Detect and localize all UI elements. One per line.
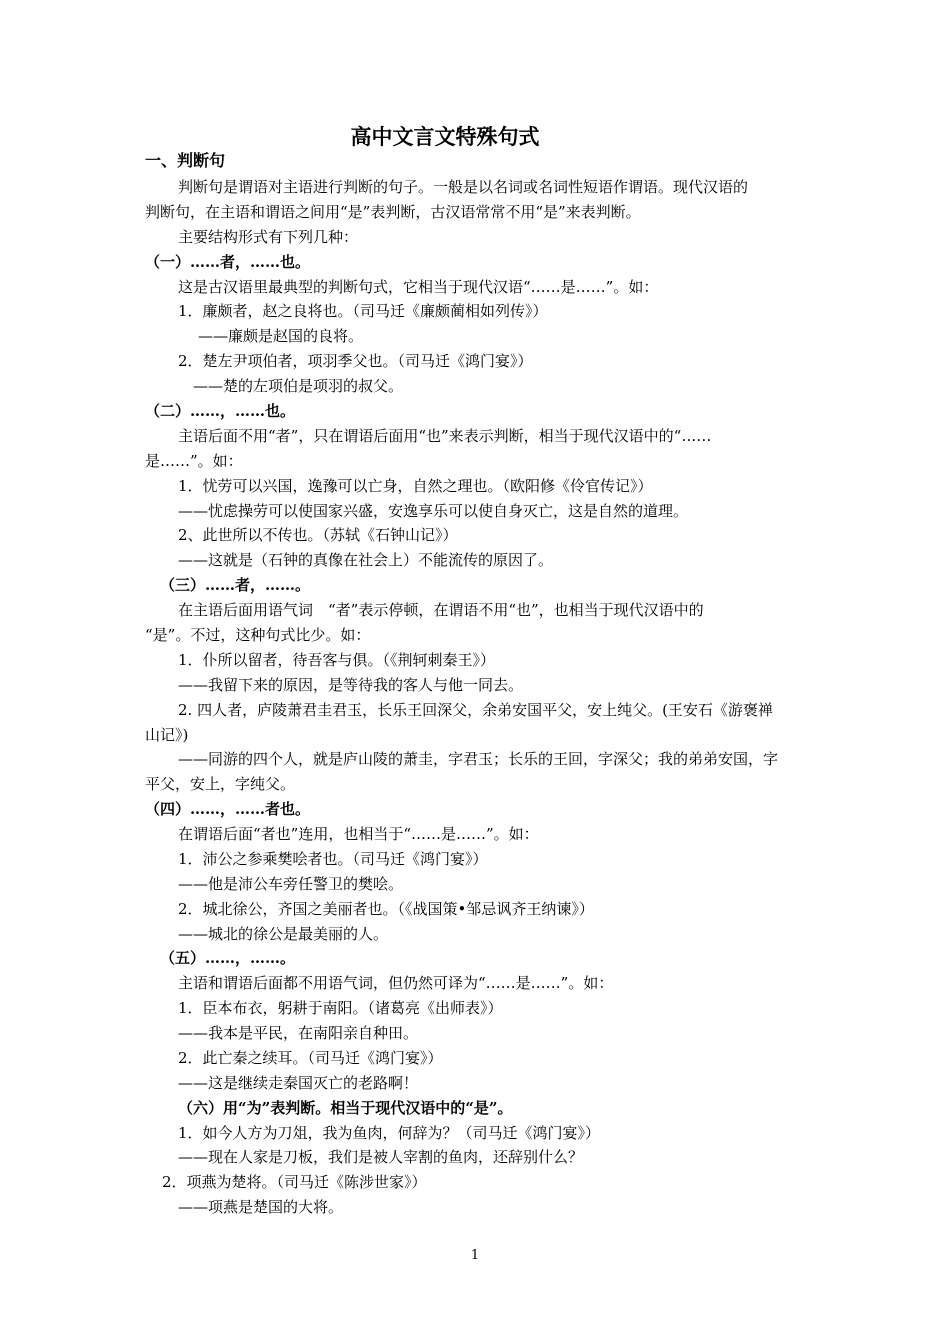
translation-line: ——廉颇是赵国的良将。 — [198, 327, 364, 345]
translation-line: ——项燕是楚国的大将。 — [178, 1198, 344, 1216]
example-line: 2．城北徐公，齐国之美丽者也。（《战国策•邹忌讽齐王纳谏》） — [178, 900, 594, 918]
example-line: 1．臣本布衣，躬耕于南阳。（诸葛亮《出师表》） — [178, 999, 503, 1017]
subsection-heading: （三）……者，……。 — [160, 576, 311, 594]
example-line: 1．仆所以留者，待吾客与俱。（《荆轲刺秦王》） — [178, 651, 496, 669]
translation-line: ——他是沛公车旁任警卫的樊哙。 — [178, 875, 404, 893]
translation-line: 平父，安上，字纯父。 — [145, 775, 296, 793]
translation-line: ——这是继续走秦国灭亡的老路啊！ — [178, 1074, 419, 1092]
subsection-heading: （六）用“为”表判断。相当于现代汉语中的“是”。 — [178, 1099, 513, 1117]
example-line: 1．沛公之参乘樊哙者也。（司马迁《鸿门宴》） — [178, 850, 488, 868]
page-title: 高中文言文特殊句式 — [350, 124, 540, 149]
translation-line: ——忧虑操劳可以使国家兴盛，安逸享乐可以使自身灭亡，这是自然的道理。 — [178, 502, 689, 520]
example-line: 1．忧劳可以兴国，逸豫可以亡身，自然之理也。（欧阳修《伶官传记》） — [178, 477, 653, 495]
example-line: 山记》) — [145, 726, 189, 744]
paragraph-line: 主语和谓语后面都不用语气词，但仍然可译为“……是……”。如： — [178, 974, 614, 992]
page-number: 1 — [470, 1248, 480, 1263]
example-line: 2．此亡秦之续耳。（司马迁《鸿门宴》） — [178, 1049, 443, 1067]
example-line: 2．楚左尹项伯者，项羽季父也。（司马迁《鸿门宴》） — [178, 352, 533, 370]
example-line: 1．廉颇者，赵之良将也。（司马迁《廉颇蔺相如列传》） — [178, 302, 548, 320]
paragraph-line: 主语后面不用“者”，只在谓语后面用“也”来表示判断，相当于现代汉语中的“…… — [178, 427, 712, 445]
subsection-heading: （一）……者，……也。 — [145, 253, 311, 271]
translation-line: ——楚的左项伯是项羽的叔父。 — [193, 377, 404, 395]
example-line: 2．项燕为楚将。（司马迁《陈涉世家》） — [162, 1173, 427, 1191]
paragraph-line: 这是古汉语里最典型的判断句式，它相当于现代汉语“……是……”。如： — [178, 278, 659, 296]
translation-line: ——我留下来的原因，是等待我的客人与他一同去。 — [178, 676, 524, 694]
paragraph-line: 在主语后面用语气词 “者”表示停顿，在谓语不用“也”，也相当于现代汉语中的 — [178, 601, 704, 619]
subsection-heading: （二）……，……也。 — [145, 402, 296, 420]
paragraph-line: 是……”。如： — [145, 452, 243, 470]
translation-line: ——同游的四个人，就是庐山陵的萧圭，字君玉；长乐的王回，字深父；我的弟弟安国，字 — [178, 750, 779, 768]
subsection-heading: （五）……，……。 — [160, 949, 296, 967]
paragraph-line: 判断句，在主语和谓语之间用“是”表判断，古汉语常常不用“是”来表判断。 — [145, 203, 641, 221]
translation-line: ——我本是平民，在南阳亲自种田。 — [178, 1024, 419, 1042]
section-heading: 一、判断句 — [145, 151, 226, 170]
paragraph-line: 主要结构形式有下列几种： — [178, 228, 359, 246]
paragraph-line: 判断句是谓语对主语进行判断的句子。一般是以名词或名词性短语作谓语。现代汉语的 — [178, 178, 749, 196]
example-line: 2、此世所以不传也。（苏轼《石钟山记》） — [178, 526, 458, 544]
subsection-heading: （四）……，……者也。 — [145, 800, 311, 818]
translation-line: ——这就是（石钟的真像在社会上）不能流传的原因了。 — [178, 551, 554, 569]
paragraph-line: “是”。不过，这种句式比少。如： — [145, 626, 371, 644]
example-line: 2. 四人者，庐陵萧君圭君玉，长乐王回深父，余弟安国平父，安上纯父。(王安石《游褒禅 — [178, 701, 773, 719]
example-line: 1．如今人方为刀俎，我为鱼肉，何辞为？（司马迁《鸿门宴》） — [178, 1124, 601, 1142]
translation-line: ——现在人家是刀板，我们是被人宰割的鱼肉，还辞别什么？ — [178, 1148, 584, 1166]
paragraph-line: 在谓语后面“者也”连用，也相当于“……是……”。如： — [178, 825, 539, 843]
translation-line: ——城北的徐公是最美丽的人。 — [178, 925, 389, 943]
